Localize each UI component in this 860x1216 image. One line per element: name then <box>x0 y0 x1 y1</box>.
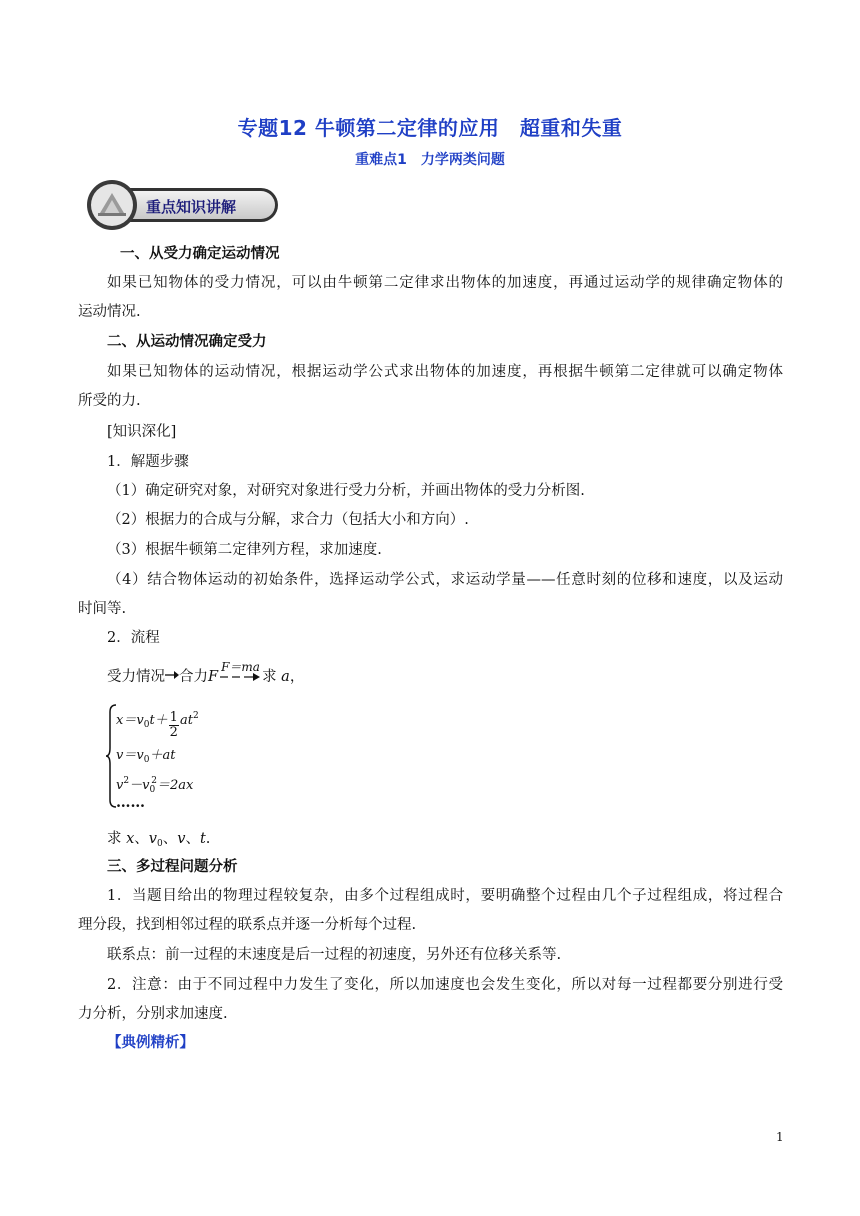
formula-1-sub: 0 <box>143 720 150 730</box>
formula-1-fraction <box>169 711 179 740</box>
section-1-heading: 一、从受力确定运动情况 <box>120 246 280 262</box>
seek-end: . <box>205 831 211 847</box>
flow-force-situation: 受力情况 <box>107 669 165 685</box>
seek-sep-2: 、 <box>162 831 178 847</box>
formula-2-rhs: ＋at <box>149 748 176 763</box>
formula-3-v: v <box>116 778 124 793</box>
formula-3-sub: 0 <box>149 785 156 795</box>
document-subtitle: 重难点1 力学两类问题 <box>355 152 505 168</box>
steps-title: 1．解题步骤 <box>107 454 189 470</box>
section-2-paragraph-line-1: 如果已知物体的运动情况，根据运动学公式求出物体的加速度，再根据牛顿第二定律就可以确定物体 <box>107 364 783 380</box>
section-1-paragraph-line-1: 如果已知物体的受力情况，可以由牛顿第二定律求出物体的加速度，再通过运动学的规律确定物体的 <box>107 275 783 291</box>
flow-seek: 求 <box>262 669 277 685</box>
seek-prefix: 求 <box>107 831 127 847</box>
formula-2-lhs: v＝ <box>116 748 137 763</box>
section-3-item-2-line-2: 力分析，分别求加速度. <box>78 1006 228 1022</box>
formula-3-v0: v <box>142 778 150 793</box>
fraction-denominator: 2 <box>169 725 178 740</box>
step-3: （3）根据牛顿第二定律列方程，求加速度. <box>107 542 382 558</box>
flow-a: a <box>281 669 290 685</box>
fraction-numerator: 1 <box>169 710 178 725</box>
flow-net-force: 合力 <box>179 669 208 685</box>
formula-1 <box>116 706 199 742</box>
flow-arrow-label: F＝ma <box>221 660 260 674</box>
section-3-heading: 三、多过程问题分析 <box>107 859 238 875</box>
flow-F: F <box>208 669 219 685</box>
page-number: 1 <box>776 1130 784 1144</box>
formula-ellipsis: …… <box>116 794 145 811</box>
section-3-item-2-line-1: 2．注意：由于不同过程中力发生了变化，所以加速度也会发生变化，所以对每一过程都要分别进行受 <box>107 977 783 993</box>
formula-1-lhs: x＝ <box>116 713 137 728</box>
section-1-paragraph-line-2: 运动情况. <box>78 304 141 320</box>
seek-sep-1: 、 <box>134 831 149 847</box>
key-knowledge-banner <box>84 178 284 232</box>
seek-v0: v <box>148 831 157 847</box>
step-1: （1）确定研究对象，对研究对象进行受力分析，并画出物体的受力分析图. <box>107 483 585 499</box>
seek-x: x <box>126 831 135 847</box>
seek-line <box>107 829 210 854</box>
flow-arrow-1 <box>165 666 179 686</box>
flow-arrow-2 <box>218 660 262 687</box>
example-heading: 【典例精析】 <box>107 1035 194 1051</box>
banner-text: 重点知识讲解 <box>146 198 237 216</box>
formula-1-t: t＋ <box>149 713 168 728</box>
section-3-item-1-line-2: 理分段，找到相邻过程的联系点并逐一分析每个过程. <box>78 917 417 933</box>
formula-2-sub: 0 <box>143 755 150 765</box>
formula-3-sup2: 2 <box>151 776 157 786</box>
formula-3-minus: － <box>129 778 143 793</box>
flow-title: 2．流程 <box>107 630 160 646</box>
formula-2-v: v <box>136 748 144 763</box>
section-3-link-point: 联系点：前一过程的末速度是后一过程的初速度，另外还有位移关系等. <box>107 947 562 963</box>
section-2-paragraph-line-2: 所受的力. <box>78 393 141 409</box>
flow-comma: ， <box>289 669 305 685</box>
seek-t: t <box>199 831 206 847</box>
step-4-line-1: （4）结合物体运动的初始条件，选择运动学公式，求运动学量——任意时刻的位移和速度，以及运动 <box>107 572 783 588</box>
step-4-line-2: 时间等. <box>78 601 127 617</box>
formula-1-v: v <box>136 713 144 728</box>
knowledge-deepen-label: [知识深化] <box>107 424 177 440</box>
step-2: （2）根据力的合成与分解，求合力（包括大小和方向）. <box>107 512 469 528</box>
formula-2 <box>116 746 175 770</box>
seek-v: v <box>177 831 186 847</box>
document-title: 专题12 牛顿第二定律的应用 超重和失重 <box>237 116 623 140</box>
formula-3-sup: 2 <box>123 776 130 786</box>
section-3-item-1-line-1: 1．当题目给出的物理过程较复杂，由多个过程组成时，要明确整个过程由几个子过程组成，将过程合 <box>107 888 783 904</box>
seek-v0-sub: 0 <box>157 839 163 849</box>
flow-line <box>107 660 305 689</box>
formula-1-at: at <box>179 713 193 728</box>
section-2-heading: 二、从运动情况确定受力 <box>107 334 267 350</box>
formula-1-sup: 2 <box>192 711 199 721</box>
seek-sep-3: 、 <box>185 831 200 847</box>
formula-3-rhs: ＝2ax <box>156 778 194 793</box>
